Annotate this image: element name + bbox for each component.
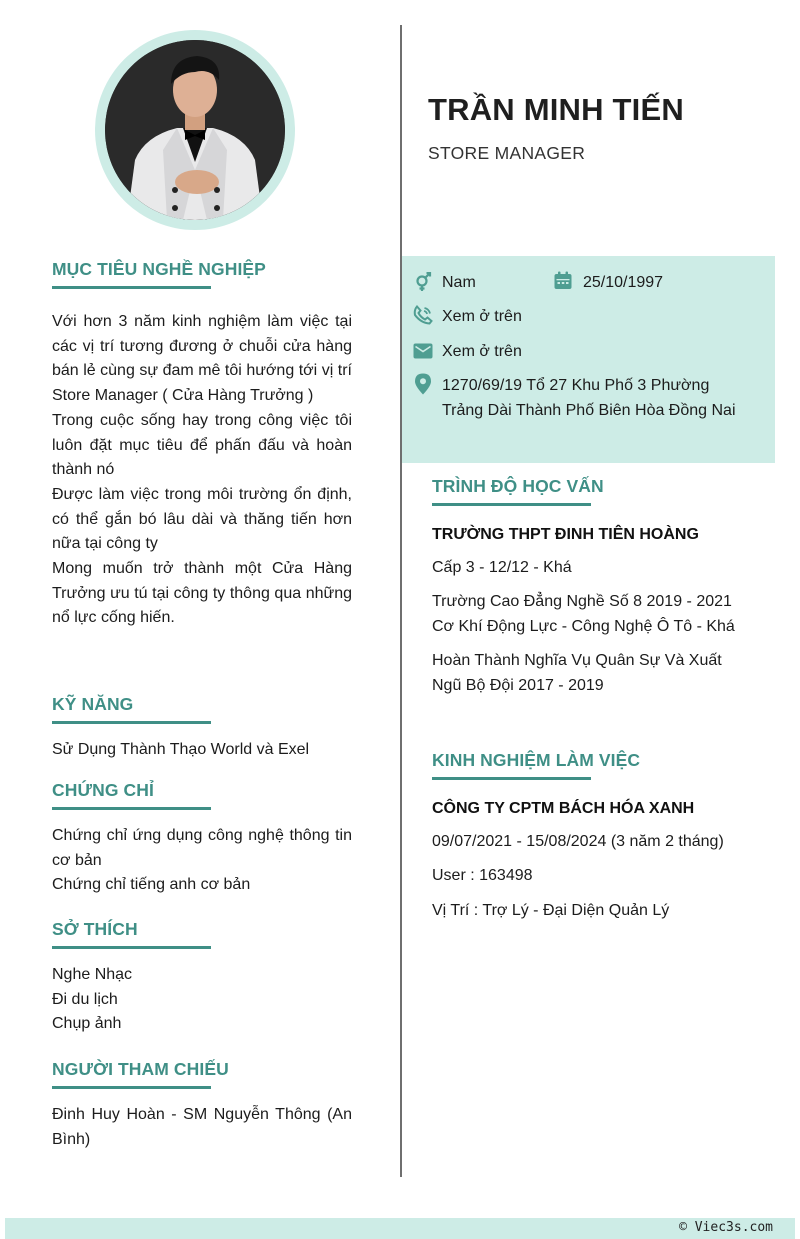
objective-title: MỤC TIÊU NGHỀ NGHIỆP (52, 259, 266, 279)
section-underline (432, 503, 591, 506)
objective-body (52, 310, 352, 631)
hobbies-section (52, 919, 352, 1037)
experience-section (432, 750, 772, 923)
objective-paragraph: Mong muốn trở thành một Cửa Hàng Trưởng ưu tú tại công ty thông qua những nổ lực cống hiến. (52, 560, 352, 627)
references-section (52, 1059, 352, 1152)
section-underline (52, 946, 211, 949)
profile-photo (105, 40, 285, 220)
experience-entry: 09/07/2021 - 15/08/2024 (3 năm 2 tháng) (432, 833, 724, 850)
experience-title: KINH NGHIỆM LÀM VIỆC (432, 750, 641, 770)
phone-icon (412, 304, 434, 326)
objective-paragraph: Trong cuộc sống hay trong công việc tôi luôn đặt mục tiêu để phấn đấu và hoàn thành nó (52, 411, 352, 479)
section-underline (432, 777, 591, 780)
address-value: 1270/69/19 Tổ 27 Khu Phố 3 Phường Trảng Dài Thành Phố Biên Hòa Đồng Nai (442, 377, 736, 419)
contact-panel (402, 256, 775, 463)
experience-entry: User : 163498 (432, 867, 533, 885)
location-pin-icon (412, 373, 434, 395)
reference-item: Đinh Huy Hoàn - SM Nguyễn Thông (An Bình) (52, 1106, 352, 1148)
birthday-value: 25/10/1997 (583, 274, 664, 291)
certificates-section (52, 780, 352, 898)
education-entry: Cấp 3 - 12/12 - Khá (432, 559, 572, 576)
person-illustration (105, 40, 285, 220)
section-underline (52, 286, 211, 289)
hobby-item: Đi du lịch (52, 990, 118, 1008)
objective-paragraph: Được làm việc trong môi trường ổn định, có thể gắn bó lâu dài và thăng tiến hơn nữa tại công ty (52, 485, 352, 553)
education-title: TRÌNH ĐỘ HỌC VẤN (432, 476, 604, 496)
objective-paragraph: Với hơn 3 năm kinh nghiệm làm việc tại các vị trí tương đương ở chuỗi cửa hàng bán lẻ cùng sự đam mê tôi hướng tới vị trí Store Manager ( Cửa Hàng Trưởng ) (52, 313, 352, 405)
section-underline (52, 721, 211, 724)
skills-section (52, 694, 352, 763)
calendar-icon (552, 270, 574, 292)
footer-credit: © Viec3s.com (679, 1220, 773, 1235)
hobbies-title: SỞ THÍCH (52, 919, 138, 939)
mail-icon (412, 340, 434, 362)
certificates-title: CHỨNG CHỈ (52, 780, 154, 800)
school-name: TRƯỜNG THPT ĐINH TIÊN HOÀNG (432, 526, 699, 543)
phone-value: Xem ở trên (442, 308, 522, 325)
avatar (95, 30, 295, 230)
candidate-name: TRẦN MINH TIẾN (428, 92, 684, 127)
email-value: Xem ở trên (442, 343, 522, 360)
hobby-item: Chụp ảnh (52, 1015, 122, 1033)
company-name: CÔNG TY CPTM BÁCH HÓA XANH (432, 800, 695, 817)
experience-entry: Vị Trí : Trợ Lý - Đại Diện Quản Lý (432, 901, 670, 919)
education-entry: Trường Cao Đẳng Nghề Số 8 2019 - 2021 Cơ Khí Động Lực - Công Nghệ Ô Tô - Khá (432, 593, 735, 635)
candidate-role: STORE MANAGER (428, 143, 586, 163)
section-underline (52, 807, 211, 810)
skill-item: Sử Dụng Thành Thạo World và Exel (52, 741, 310, 758)
gender-icon (412, 271, 434, 293)
footer-bar (5, 1218, 795, 1239)
certificate-item: Chứng chỉ tiếng anh cơ bản (52, 876, 251, 894)
certificate-item: Chứng chỉ ứng dụng công nghệ thông tin cơ bản (52, 827, 352, 869)
section-underline (52, 1086, 211, 1089)
objective-section (52, 259, 352, 631)
education-section (432, 476, 772, 698)
hobby-item: Nghe Nhạc (52, 966, 133, 983)
gender-value: Nam (442, 274, 476, 291)
skills-title: KỸ NĂNG (52, 694, 134, 714)
column-divider (400, 25, 402, 1177)
education-entry: Hoàn Thành Nghĩa Vụ Quân Sự Và Xuất Ngũ Bộ Đội 2017 - 2019 (432, 652, 722, 694)
references-title: NGƯỜI THAM CHIẾU (52, 1059, 229, 1079)
